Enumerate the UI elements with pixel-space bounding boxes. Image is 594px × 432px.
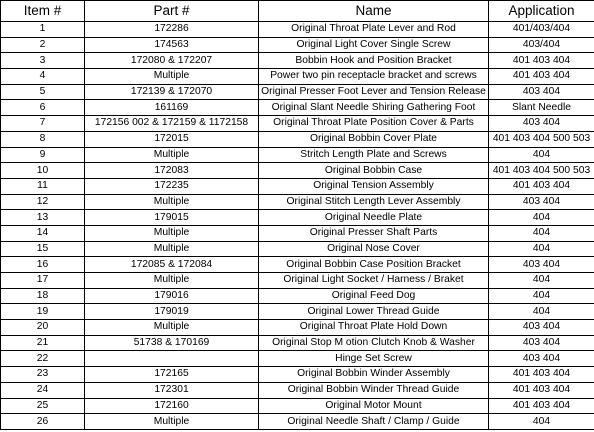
cell-name: Stritch Length Plate and Screws — [259, 147, 489, 163]
cell-application: 403 404 — [489, 351, 594, 367]
table-row — [1, 37, 594, 53]
header-part-number: Part # — [85, 1, 259, 22]
cell-name: Original Slant Needle Shiring Gathering Foot — [259, 100, 489, 116]
cell-application: 404 — [489, 273, 594, 289]
table-row — [1, 335, 594, 351]
cell-part-number: 179015 — [85, 210, 259, 226]
cell-part-number: Multiple — [85, 414, 259, 430]
cell-item-number: 18 — [1, 288, 85, 304]
cell-item-number: 12 — [1, 194, 85, 210]
cell-name: Original Bobbin Case — [259, 163, 489, 179]
cell-name: Original Bobbin Winder Thread Guide — [259, 382, 489, 398]
table-row — [1, 22, 594, 38]
cell-name: Original Motor Mount — [259, 398, 489, 414]
table-row — [1, 100, 594, 116]
table-row — [1, 53, 594, 69]
cell-name: Original Bobbin Cover Plate — [259, 131, 489, 147]
table-row — [1, 194, 594, 210]
cell-application: 401 403 404 500 503 — [489, 163, 594, 179]
table-row — [1, 257, 594, 273]
header-item-number: Item # — [1, 1, 85, 22]
cell-name: Original Bobbin Winder Assembly — [259, 367, 489, 383]
cell-name: Original Needle Shaft / Clamp / Guide — [259, 414, 489, 430]
header-name: Name — [259, 1, 489, 22]
cell-item-number: 24 — [1, 382, 85, 398]
cell-item-number: 15 — [1, 241, 85, 257]
cell-item-number: 14 — [1, 225, 85, 241]
cell-part-number: Multiple — [85, 225, 259, 241]
cell-item-number: 25 — [1, 398, 85, 414]
cell-name: Original Light Cover Single Screw — [259, 37, 489, 53]
cell-application: 403 404 — [489, 116, 594, 132]
cell-item-number: 1 — [1, 22, 85, 38]
cell-name: Original Presser Foot Lever and Tension Release — [259, 84, 489, 100]
cell-application: 401 403 404 — [489, 53, 594, 69]
cell-item-number: 4 — [1, 69, 85, 85]
cell-name: Original Bobbin Case Position Bracket — [259, 257, 489, 273]
cell-name: Original Stitch Length Lever Assembly — [259, 194, 489, 210]
cell-part-number: 174563 — [85, 37, 259, 53]
cell-name: Original Throat Plate Position Cover & Parts — [259, 116, 489, 132]
cell-name: Original Nose Cover — [259, 241, 489, 257]
cell-name: Original Throat Plate Lever and Rod — [259, 22, 489, 38]
cell-application: 401 403 404 — [489, 178, 594, 194]
cell-application: 403 404 — [489, 84, 594, 100]
table-row — [1, 163, 594, 179]
cell-item-number: 19 — [1, 304, 85, 320]
cell-item-number: 10 — [1, 163, 85, 179]
cell-item-number: 2 — [1, 37, 85, 53]
table-row — [1, 210, 594, 226]
cell-application: 403 404 — [489, 335, 594, 351]
cell-application: Slant Needle — [489, 100, 594, 116]
cell-item-number: 16 — [1, 257, 85, 273]
cell-part-number: 172083 — [85, 163, 259, 179]
cell-item-number: 9 — [1, 147, 85, 163]
cell-part-number: 172165 — [85, 367, 259, 383]
cell-part-number: 172286 — [85, 22, 259, 38]
cell-item-number: 17 — [1, 273, 85, 289]
cell-name: Original Lower Thread Guide — [259, 304, 489, 320]
header-application: Application — [489, 1, 594, 22]
cell-name: Original Feed Dog — [259, 288, 489, 304]
cell-item-number: 7 — [1, 116, 85, 132]
cell-part-number: Multiple — [85, 194, 259, 210]
cell-name: Hinge Set Screw — [259, 351, 489, 367]
cell-item-number: 8 — [1, 131, 85, 147]
cell-part-number: 172301 — [85, 382, 259, 398]
cell-part-number: 172015 — [85, 131, 259, 147]
cell-item-number: 26 — [1, 414, 85, 430]
cell-application: 404 — [489, 147, 594, 163]
table-row — [1, 288, 594, 304]
cell-name: Original Stop M otion Clutch Knob & Washer — [259, 335, 489, 351]
cell-item-number: 23 — [1, 367, 85, 383]
table-row — [1, 84, 594, 100]
table-row — [1, 131, 594, 147]
cell-name: Original Throat Plate Hold Down — [259, 320, 489, 336]
cell-name: Original Needle Plate — [259, 210, 489, 226]
cell-application: 404 — [489, 304, 594, 320]
cell-application: 401/403/404 — [489, 22, 594, 38]
table-row — [1, 69, 594, 85]
cell-part-number: 161169 — [85, 100, 259, 116]
cell-part-number: 172160 — [85, 398, 259, 414]
cell-part-number — [85, 351, 259, 367]
cell-part-number: 172080 & 172207 — [85, 53, 259, 69]
cell-item-number: 20 — [1, 320, 85, 336]
cell-item-number: 6 — [1, 100, 85, 116]
cell-application: 403 404 — [489, 257, 594, 273]
cell-item-number: 21 — [1, 335, 85, 351]
cell-application: 404 — [489, 414, 594, 430]
cell-name: Original Light Socket / Harness / Braket — [259, 273, 489, 289]
cell-application: 401 403 404 — [489, 398, 594, 414]
table-row — [1, 351, 594, 367]
cell-application: 401 403 404 — [489, 367, 594, 383]
table-row — [1, 116, 594, 132]
cell-part-number: 172085 & 172084 — [85, 257, 259, 273]
cell-part-number: 172235 — [85, 178, 259, 194]
table-row — [1, 178, 594, 194]
cell-application: 404 — [489, 225, 594, 241]
cell-application: 403 404 — [489, 194, 594, 210]
cell-name: Original Presser Shaft Parts — [259, 225, 489, 241]
cell-application: 401 403 404 500 503 — [489, 131, 594, 147]
cell-name: Power two pin receptacle bracket and screws — [259, 69, 489, 85]
cell-item-number: 11 — [1, 178, 85, 194]
cell-part-number: 179016 — [85, 288, 259, 304]
table-row — [1, 320, 594, 336]
table-body — [1, 22, 594, 430]
cell-application: 401 403 404 — [489, 69, 594, 85]
cell-part-number: Multiple — [85, 69, 259, 85]
cell-name: Bobbin Hook and Position Bracket — [259, 53, 489, 69]
table-row — [1, 147, 594, 163]
cell-part-number: 172156 002 & 172159 & 1172158 — [85, 116, 259, 132]
cell-application: 404 — [489, 210, 594, 226]
cell-part-number: 172139 & 172070 — [85, 84, 259, 100]
table-row — [1, 367, 594, 383]
cell-item-number: 3 — [1, 53, 85, 69]
table-row — [1, 382, 594, 398]
cell-item-number: 5 — [1, 84, 85, 100]
table-row — [1, 398, 594, 414]
cell-item-number: 13 — [1, 210, 85, 226]
cell-application: 403 404 — [489, 320, 594, 336]
cell-application: 404 — [489, 288, 594, 304]
cell-part-number: Multiple — [85, 320, 259, 336]
table-row — [1, 225, 594, 241]
table-row — [1, 414, 594, 430]
table-row — [1, 241, 594, 257]
cell-part-number: 51738 & 170169 — [85, 335, 259, 351]
cell-application: 404 — [489, 241, 594, 257]
table-row — [1, 273, 594, 289]
cell-application: 403/404 — [489, 37, 594, 53]
cell-part-number: Multiple — [85, 241, 259, 257]
header-row — [1, 1, 594, 22]
cell-application: 401 403 404 — [489, 382, 594, 398]
table-header — [1, 1, 594, 22]
cell-part-number: 179019 — [85, 304, 259, 320]
cell-name: Original Tension Assembly — [259, 178, 489, 194]
cell-part-number: Multiple — [85, 273, 259, 289]
table-row — [1, 304, 594, 320]
cell-item-number: 22 — [1, 351, 85, 367]
cell-part-number: Multiple — [85, 147, 259, 163]
